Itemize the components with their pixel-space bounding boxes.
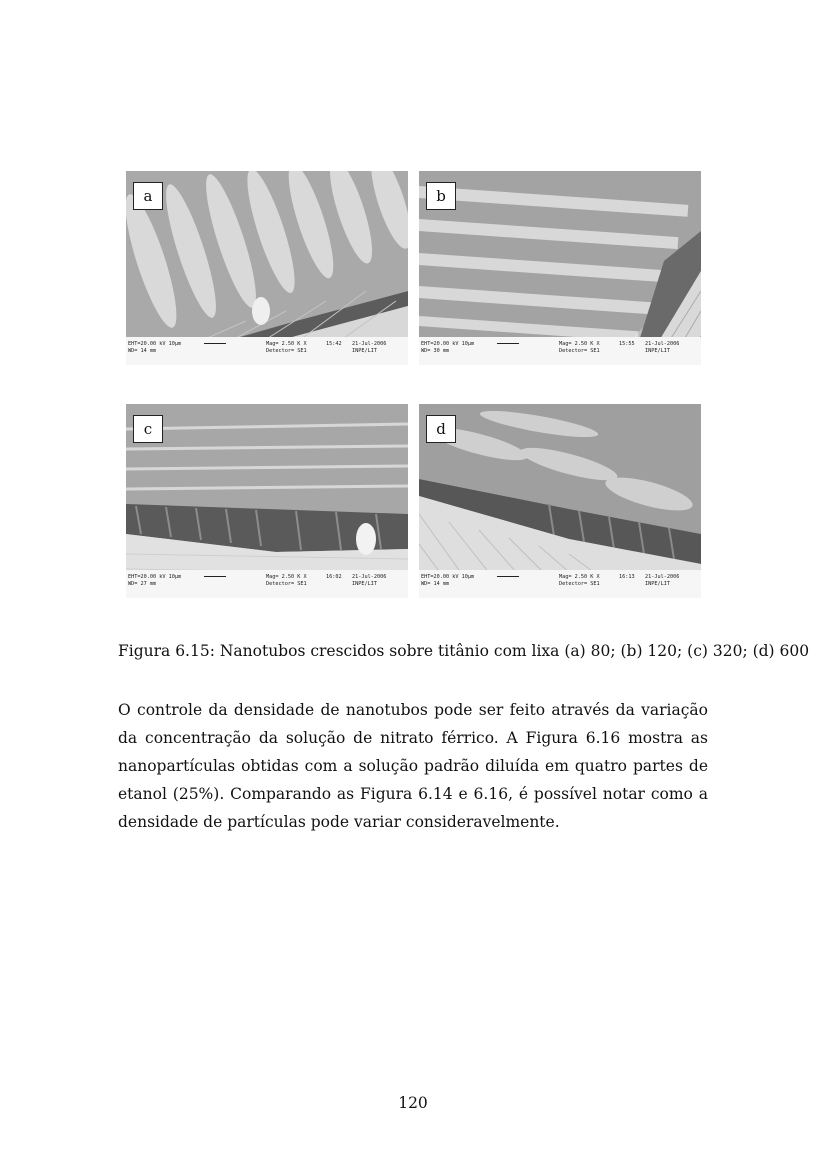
sem-image-d [419, 404, 701, 598]
sem-databar: EHT=20.00 kV 10μm WD= 14 mm Mag= 2.50 K X Detector= SE1 16:13 21-Jul-2006 INPE/LIT [419, 570, 701, 598]
micrograph-d [419, 404, 701, 598]
panel-label: a [133, 182, 163, 210]
sem-databar: EHT=20.00 kV 10μm WD= 30 mm Mag= 2.50 K X Detector= SE1 15:55 21-Jul-2006 INPE/LIT [419, 337, 701, 365]
scale-bar [204, 576, 226, 577]
page-number: 120 [398, 1094, 428, 1112]
micrograph-c [126, 404, 408, 598]
scale-bar [497, 343, 519, 344]
scale-bar [497, 576, 519, 577]
sem-databar: EHT=20.00 kV 10μm WD= 27 mm Mag= 2.50 K X Detector= SE1 16:02 21-Jul-2006 INPE/LIT [126, 570, 408, 598]
figure-caption: Figura 6.15: Nanotubos crescidos sobre titânio com lixa (a) 80; (b) 120; (c) 320; (d) 600 [118, 642, 810, 660]
body-paragraph: O controle da densidade de nanotubos pode ser feito através da variação da concentração da solução de nitrato férrico. A Figura 6.16 mostra as nanopartículas obtidas com a solução padrão diluída em quatro partes de etanol (25%). Comparando as Figura 6.14 e 6.16, é possível notar como a densidade de partículas pode variar consideravelmente. [118, 701, 708, 831]
panel-label: d [426, 415, 456, 443]
micrograph-b [419, 171, 701, 365]
sem-image-c [126, 404, 408, 598]
sem-image-b [419, 171, 701, 365]
sem-image-a [126, 171, 408, 365]
panel-label: b [426, 182, 456, 210]
scale-bar [204, 343, 226, 344]
micrograph-a [126, 171, 408, 365]
sem-databar: EHT=20.00 kV 10μm WD= 14 mm Mag= 2.50 K X Detector= SE1 15:42 21-Jul-2006 INPE/LIT [126, 337, 408, 365]
panel-label: c [133, 415, 163, 443]
